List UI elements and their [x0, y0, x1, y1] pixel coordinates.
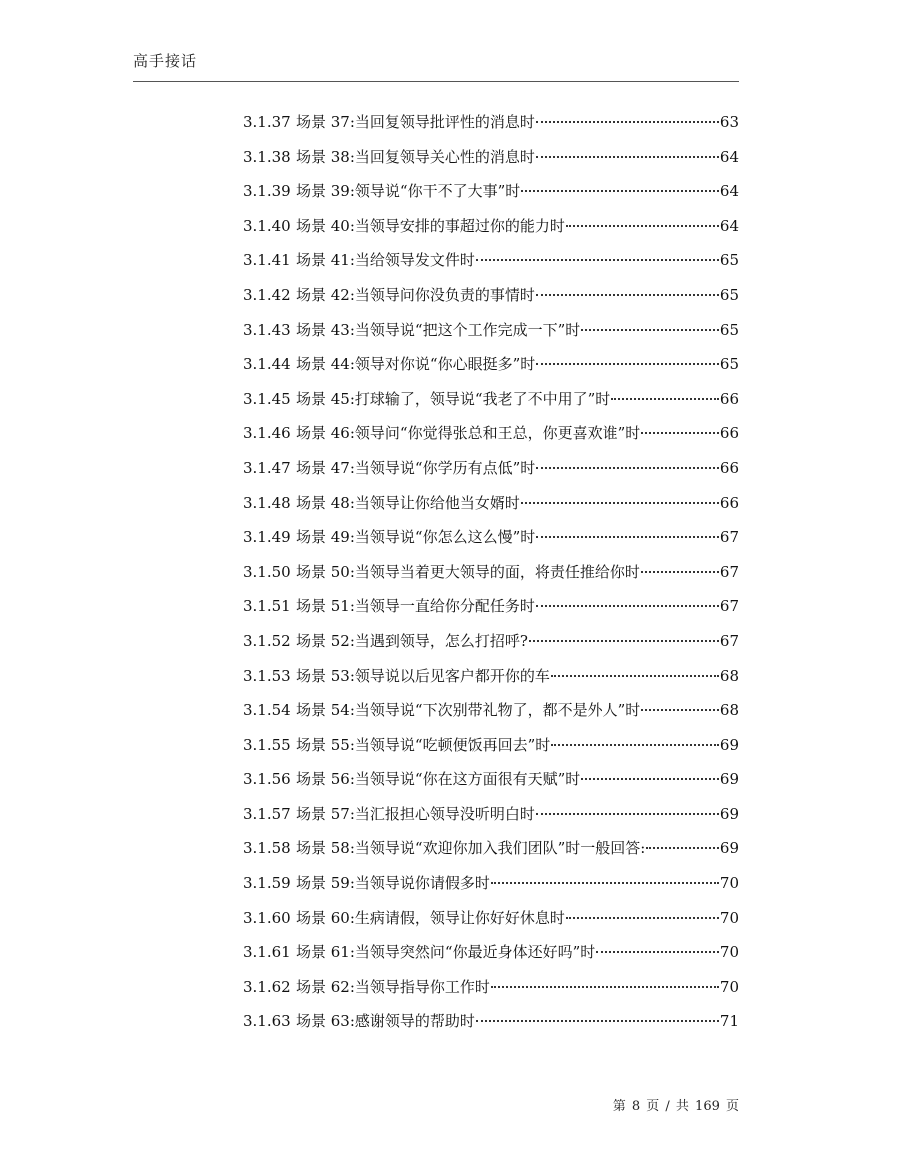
- toc-dot-leader: [641, 431, 719, 434]
- toc-entry[interactable]: [243, 768, 739, 803]
- toc-dot-leader: [536, 120, 719, 123]
- header-divider: [133, 81, 739, 82]
- toc-entry-page: 65: [719, 320, 739, 339]
- toc-entry-title: 场景 63:感谢领导的帮助时: [296, 1012, 475, 1031]
- toc-dot-leader: [581, 328, 719, 331]
- toc-entry-page: 70: [719, 908, 739, 927]
- toc-entry-page: 66: [719, 458, 739, 477]
- toc-entry-title: 场景 40:当领导安排的事超过你的能力时: [296, 216, 565, 235]
- toc-entry-page: 63: [719, 113, 739, 131]
- toc-entry-number: 3.1.52: [243, 631, 291, 650]
- toc-entry-title: 场景 46:领导问“你觉得张总和王总，你更喜欢谁”时: [296, 424, 641, 443]
- toc-entry-page: 67: [719, 631, 739, 650]
- toc-entry-number: 3.1.48: [243, 493, 291, 512]
- toc-entry-number: 3.1.39: [243, 182, 291, 201]
- table-of-contents: [243, 111, 739, 1045]
- toc-entry[interactable]: [243, 976, 739, 1011]
- toc-dot-leader: [476, 1019, 719, 1022]
- toc-entry-title: 场景 45:打球输了，领导说“我老了不中用了”时: [296, 389, 611, 408]
- toc-entry-title: 场景 52:当遇到领导，怎么打招呼?: [296, 631, 528, 650]
- toc-dot-leader: [566, 224, 719, 227]
- toc-entry-page: 66: [719, 424, 739, 443]
- toc-entry-number: 3.1.42: [243, 285, 291, 304]
- toc-entry-title: 场景 44:领导对你说“你心眼挺多”时: [296, 355, 536, 374]
- toc-entry-page: 67: [719, 528, 739, 547]
- toc-entry-number: 3.1.37: [243, 113, 291, 131]
- toc-dot-leader: [536, 362, 719, 365]
- toc-entry-number: 3.1.50: [243, 562, 291, 581]
- toc-entry-title: 场景 51:当领导一直给你分配任务时: [296, 597, 535, 616]
- toc-dot-leader: [491, 881, 719, 884]
- toc-dot-leader: [476, 258, 719, 261]
- toc-entry[interactable]: [243, 492, 739, 527]
- toc-entry[interactable]: [243, 595, 739, 630]
- toc-entry[interactable]: [243, 872, 739, 907]
- toc-dot-leader: [551, 743, 719, 746]
- toc-entry[interactable]: [243, 907, 739, 942]
- toc-entry-number: 3.1.43: [243, 320, 291, 339]
- toc-dot-leader: [641, 570, 719, 573]
- toc-entry-page: 64: [719, 182, 739, 201]
- toc-entry[interactable]: [243, 457, 739, 492]
- toc-entry-number: 3.1.44: [243, 355, 291, 374]
- toc-entry-title: 场景 60:生病请假，领导让你好好休息时: [296, 908, 565, 927]
- toc-entry-title: 场景 47:当领导说“你学历有点低”时: [296, 458, 536, 477]
- toc-entry-number: 3.1.54: [243, 701, 291, 720]
- document-header-title: 高手接话: [133, 52, 198, 70]
- toc-entry[interactable]: [243, 837, 739, 872]
- toc-entry-number: 3.1.51: [243, 597, 291, 616]
- toc-entry-number: 3.1.53: [243, 666, 291, 685]
- toc-entry[interactable]: [243, 665, 739, 700]
- toc-entry-page: 70: [719, 874, 739, 893]
- toc-entry-title: 场景 39:领导说“你干不了大事”时: [296, 182, 521, 201]
- toc-dot-leader: [529, 639, 719, 642]
- toc-entry-number: 3.1.59: [243, 874, 291, 893]
- toc-entry-page: 69: [719, 804, 739, 823]
- toc-entry-number: 3.1.63: [243, 1012, 291, 1031]
- toc-entry-page: 69: [719, 770, 739, 789]
- toc-entry-page: 64: [719, 216, 739, 235]
- toc-entry-number: 3.1.55: [243, 735, 291, 754]
- toc-entry-number: 3.1.47: [243, 458, 291, 477]
- toc-entry[interactable]: [243, 526, 739, 561]
- toc-entry-number: 3.1.41: [243, 251, 291, 270]
- toc-entry-number: 3.1.45: [243, 389, 291, 408]
- toc-entry[interactable]: [243, 941, 739, 976]
- toc-entry[interactable]: [243, 284, 739, 319]
- toc-entry-title: 场景 55:当领导说“吃顿便饭再回去”时: [296, 735, 551, 754]
- toc-entry-number: 3.1.62: [243, 977, 291, 996]
- toc-entry-title: 场景 50:当领导当着更大领导的面，将责任推给你时: [296, 562, 640, 581]
- toc-entry[interactable]: [243, 1010, 739, 1045]
- toc-entry-page: 69: [719, 839, 739, 858]
- toc-entry[interactable]: [243, 388, 739, 423]
- toc-entry[interactable]: [243, 249, 739, 284]
- toc-entry[interactable]: [243, 146, 739, 181]
- toc-entry-title: 场景 49:当领导说“你怎么这么慢”时: [296, 528, 536, 547]
- toc-dot-leader: [641, 708, 719, 711]
- toc-entry-title: 场景 37:当回复领导批评性的消息时: [296, 113, 535, 131]
- toc-entry[interactable]: [243, 561, 739, 596]
- page-number-footer: 第 8 页 / 共 169 页: [612, 1099, 739, 1114]
- toc-entry-title: 场景 54:当领导说“下次别带礼物了，都不是外人”时: [296, 701, 641, 720]
- toc-dot-leader: [521, 501, 719, 504]
- toc-entry-number: 3.1.46: [243, 424, 291, 443]
- toc-dot-leader: [536, 535, 719, 538]
- toc-entry[interactable]: [243, 734, 739, 769]
- toc-entry-title: 场景 42:当领导问你没负责的事情时: [296, 285, 535, 304]
- toc-entry-number: 3.1.49: [243, 528, 291, 547]
- toc-entry-number: 3.1.57: [243, 804, 291, 823]
- toc-dot-leader: [536, 466, 719, 469]
- toc-dot-leader: [646, 846, 719, 849]
- toc-entry[interactable]: [243, 215, 739, 250]
- toc-entry[interactable]: [243, 111, 739, 146]
- toc-entry-page: 71: [719, 1012, 739, 1031]
- toc-entry-number: 3.1.60: [243, 908, 291, 927]
- toc-entry[interactable]: [243, 180, 739, 215]
- toc-entry-number: 3.1.56: [243, 770, 291, 789]
- toc-dot-leader: [536, 293, 719, 296]
- toc-dot-leader: [566, 916, 719, 919]
- toc-entry[interactable]: [243, 319, 739, 354]
- toc-entry-title: 场景 38:当回复领导关心性的消息时: [296, 147, 535, 166]
- toc-entry-page: 69: [719, 735, 739, 754]
- toc-entry-title: 场景 58:当领导说“欢迎你加入我们团队”时一般回答:: [296, 839, 646, 858]
- toc-entry[interactable]: [243, 422, 739, 457]
- toc-entry-title: 场景 61:当领导突然问“你最近身体还好吗”时: [296, 943, 596, 962]
- toc-entry-page: 65: [719, 251, 739, 270]
- toc-entry-page: 65: [719, 355, 739, 374]
- toc-entry-page: 67: [719, 562, 739, 581]
- toc-dot-leader: [596, 950, 719, 953]
- toc-dot-leader: [536, 812, 719, 815]
- toc-dot-leader: [491, 985, 719, 988]
- toc-dot-leader: [581, 777, 719, 780]
- toc-entry-title: 场景 43:当领导说“把这个工作完成一下”时: [296, 320, 581, 339]
- toc-entry-title: 场景 41:当给领导发文件时: [296, 251, 475, 270]
- toc-entry-title: 场景 56:当领导说“你在这方面很有天赋”时: [296, 770, 581, 789]
- toc-dot-leader: [611, 397, 719, 400]
- toc-entry-number: 3.1.58: [243, 839, 291, 858]
- toc-entry-number: 3.1.61: [243, 943, 291, 962]
- toc-dot-leader: [536, 604, 719, 607]
- toc-entry[interactable]: [243, 699, 739, 734]
- toc-entry-page: 70: [719, 943, 739, 962]
- toc-entry[interactable]: [243, 630, 739, 665]
- toc-entry-title: 场景 53:领导说以后见客户都开你的车: [296, 666, 550, 685]
- toc-entry-page: 68: [719, 701, 739, 720]
- toc-dot-leader: [536, 155, 719, 158]
- toc-entry-page: 67: [719, 597, 739, 616]
- toc-entry-number: 3.1.38: [243, 147, 291, 166]
- toc-entry-page: 68: [719, 666, 739, 685]
- toc-entry-page: 65: [719, 285, 739, 304]
- toc-entry[interactable]: [243, 803, 739, 838]
- toc-entry-page: 66: [719, 493, 739, 512]
- toc-entry-title: 场景 48:当领导让你给他当女婿时: [296, 493, 520, 512]
- toc-entry-title: 场景 57:当汇报担心领导没听明白时: [296, 804, 535, 823]
- toc-dot-leader: [521, 189, 719, 192]
- toc-entry-title: 场景 62:当领导指导你工作时: [296, 977, 490, 996]
- toc-entry-page: 70: [719, 977, 739, 996]
- toc-dot-leader: [551, 674, 719, 677]
- toc-entry-page: 64: [719, 147, 739, 166]
- toc-entry-title: 场景 59:当领导说你请假多时: [296, 874, 490, 893]
- toc-entry-number: 3.1.40: [243, 216, 291, 235]
- toc-entry[interactable]: [243, 353, 739, 388]
- toc-entry-page: 66: [719, 389, 739, 408]
